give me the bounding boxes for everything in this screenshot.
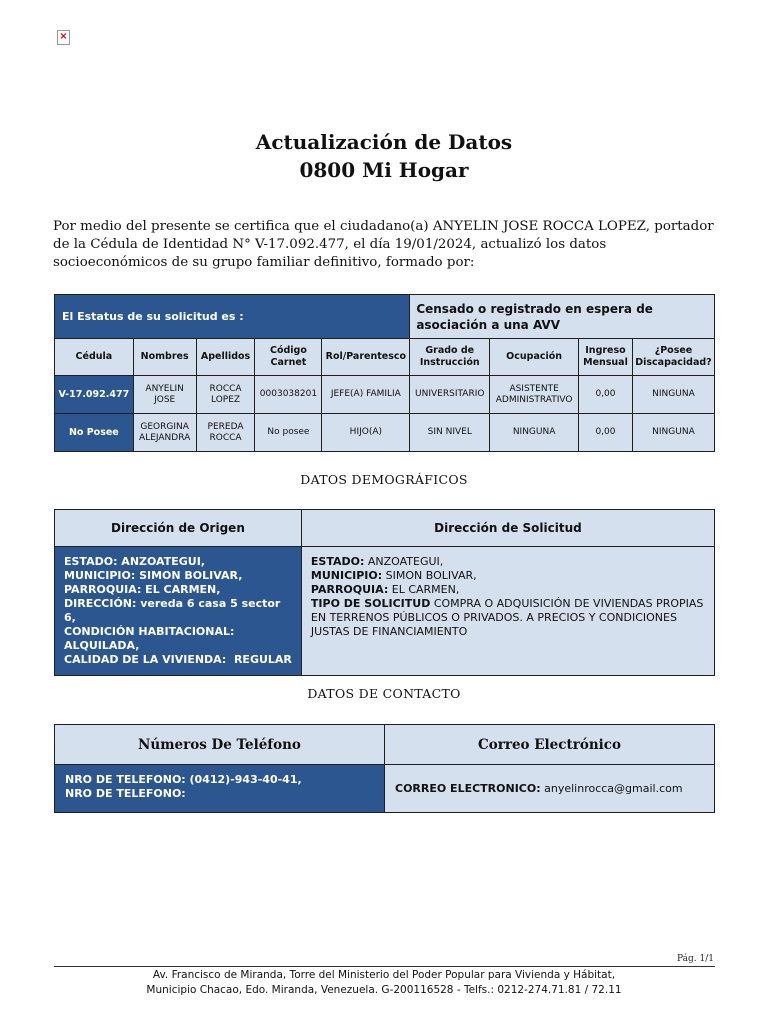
request-municipio <box>311 569 705 583</box>
demographics-heading: DATOS DEMOGRÁFICOS <box>300 472 468 487</box>
origin-header: Dirección de Origen <box>55 510 302 547</box>
intro-paragraph: Por medio del presente se certifica que el ciudadano(a) ANYELIN JOSE ROCCA LOPEZ, portador de la Cédula de Identidad N° V-17.092.477, el día 19/01/2024, actualizó los datos socioeconómicos de su grupo familiar definitivo, formado por: <box>53 219 714 270</box>
email-label: CORREO ELECTRONICO: <box>395 782 541 795</box>
email-cell <box>385 765 715 813</box>
request-parroquia <box>311 583 705 597</box>
apellidos-cell: PEREDA ROCCA <box>196 414 255 452</box>
demographics-header-row <box>55 510 715 547</box>
ocupacion-cell: NINGUNA <box>490 414 579 452</box>
request-estado-value: ANZOATEGUI, <box>364 555 444 568</box>
origin-direccion: DIRECCIÓN: vereda 6 casa 5 sector 6, <box>64 597 281 624</box>
origin-municipio: MUNICIPIO: SIMON BOLIVAR, <box>64 569 243 582</box>
contact-table <box>54 724 715 813</box>
ingreso-cell: 0,00 <box>579 376 633 414</box>
header-ocupacion: Ocupación <box>490 339 579 376</box>
origin-estado: ESTADO: ANZOATEGUI, <box>64 555 205 568</box>
phone-numbers <box>55 765 385 813</box>
page-title <box>0 128 768 184</box>
request-header: Dirección de Solicitud <box>301 510 714 547</box>
email-header: Correo Electrónico <box>385 725 715 765</box>
status-row <box>55 295 715 339</box>
header-cedula: Cédula <box>55 339 134 376</box>
broken-image-icon: × <box>57 30 70 45</box>
header-discapacidad: ¿Posee Discapacidad? <box>632 339 714 376</box>
demographics-data-row <box>55 547 715 676</box>
request-municipio-value: SIMON BOLIVAR, <box>382 569 477 582</box>
instruccion-cell: SIN NIVEL <box>410 414 490 452</box>
request-tipo <box>311 597 705 639</box>
ocupacion-cell: ASISTENTE ADMINISTRATIVO <box>490 376 579 414</box>
cedula-cell: No Posee <box>55 414 134 452</box>
apellidos-cell: ROCCA LOPEZ <box>196 376 255 414</box>
contact-data-row <box>55 765 715 813</box>
discapacidad-cell: NINGUNA <box>632 414 714 452</box>
phone-line-1: NRO DE TELEFONO: (0412)-943-40-41, <box>65 773 302 786</box>
family-group-table <box>54 294 715 452</box>
origin-calidad: CALIDAD DE LA VIVIENDA: REGULAR <box>64 653 292 666</box>
request-parroquia-value: EL CARMEN, <box>388 583 460 596</box>
demographics-table <box>54 509 715 676</box>
contact-header-row <box>55 725 715 765</box>
email-value: anyelinrocca@gmail.com <box>540 782 683 795</box>
discapacidad-cell: NINGUNA <box>632 376 714 414</box>
phone-line-2: NRO DE TELEFONO: <box>65 787 186 800</box>
origin-address <box>55 547 302 676</box>
header-codigo-carnet: Código Carnet <box>255 339 322 376</box>
footer-line-1: Av. Francisco de Miranda, Torre del Ministerio del Poder Popular para Vivienda y Hábitat, <box>152 969 616 981</box>
header-rol-parentesco: Rol/Parentesco <box>322 339 410 376</box>
request-municipio-label: MUNICIPIO: <box>310 569 383 582</box>
title-line-2: 0800 Mi Hogar <box>299 158 469 182</box>
header-nombres: Nombres <box>133 339 196 376</box>
request-parroquia-label: PARROQUIA: <box>310 583 389 596</box>
origin-parroquia: PARROQUIA: EL CARMEN, <box>64 583 221 596</box>
family-header-row <box>55 339 715 376</box>
footer-divider <box>54 966 715 967</box>
request-estado <box>311 555 705 569</box>
codigo-carnet-cell: No posee <box>255 414 322 452</box>
instruccion-cell: UNIVERSITARIO <box>410 376 490 414</box>
request-estado-label: ESTADO: <box>310 555 365 568</box>
nombres-cell: ANYELIN JOSE <box>133 376 196 414</box>
footer-line-2: Municipio Chacao, Edo. Miranda, Venezuela. G-200116528 - Telfs.: 0212-274.71.81 / 72.11 <box>146 984 622 996</box>
cedula-cell: V-17.092.477 <box>55 376 134 414</box>
origin-condicion: CONDICIÓN HABITACIONAL: <box>64 625 235 638</box>
nombres-cell: GEORGINA ALEJANDRA <box>133 414 196 452</box>
rol-cell: JEFE(A) FAMILIA <box>322 376 410 414</box>
status-label: El Estatus de su solicitud es : <box>55 295 410 339</box>
rol-cell: HIJO(A) <box>322 414 410 452</box>
status-value: Censado o registrado en espera de asociación a una AVV <box>410 295 715 339</box>
table-row <box>55 376 715 414</box>
request-tipo-label: TIPO DE SOLICITUD <box>310 597 431 610</box>
footer-address <box>0 968 768 998</box>
table-row <box>55 414 715 452</box>
request-address <box>301 547 714 676</box>
header-ingreso-mensual: Ingreso Mensual <box>579 339 633 376</box>
contact-heading: DATOS DE CONTACTO <box>307 686 461 701</box>
page-number: Pág. 1/1 <box>677 954 714 964</box>
header-apellidos: Apellidos <box>196 339 255 376</box>
origin-condicion-value: ALQUILADA, <box>64 639 140 652</box>
ingreso-cell: 0,00 <box>579 414 633 452</box>
title-line-1: Actualización de Datos <box>255 130 513 154</box>
request-tipo-value: COMPRA O ADQUISICIÓN DE VIVIENDAS PROPIAS EN TERRENOS PÚBLICOS O PRIVADOS. A PRECIOS Y CONDICIONES JUSTAS DE FINANCIAMIENTO <box>310 597 704 638</box>
phones-header: Números De Teléfono <box>55 725 385 765</box>
codigo-carnet-cell: 0003038201 <box>255 376 322 414</box>
header-grado-instruccion: Grado de Instrucción <box>410 339 490 376</box>
